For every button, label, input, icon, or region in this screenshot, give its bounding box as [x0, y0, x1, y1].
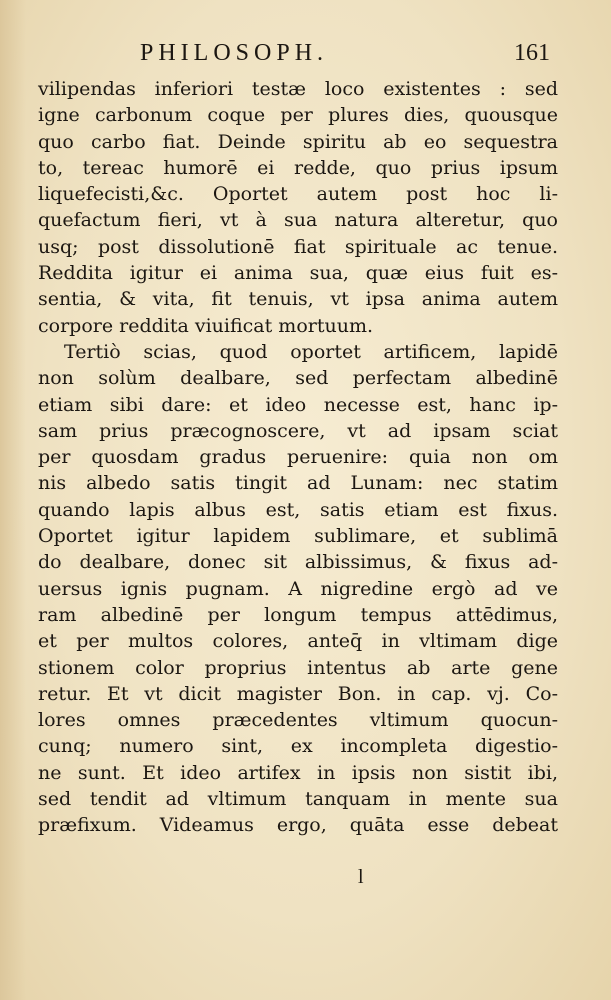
text-line: sed tendit ad vltimum tanquam in mente sua [38, 788, 558, 811]
text-line: et per multos colores, anteq̄ in vltimam dige [38, 630, 558, 653]
running-head: PHILOSOPH. [140, 40, 329, 66]
body-text [38, 76, 558, 839]
text-line: stionem color proprius intentus ab arte gene [38, 656, 558, 679]
text-line: quefactum fieri, vt à sua natura alteretur, quo [38, 209, 558, 232]
text-line: nis albedo satis tingit ad Lunam: nec statim [38, 472, 558, 495]
catchword: l [358, 866, 364, 888]
text-line: uersus ignis pugnam. A nigredine ergò ad ve [38, 577, 558, 600]
text-line: to, tereac humorē ei redde, quo prius ipsum [38, 156, 558, 179]
text-line: Oportet igitur lapidem sublimare, et sublimā [38, 525, 558, 548]
text-line: ne sunt. Et ideo artifex in ipsis non sistit ibi, [38, 761, 558, 784]
text-line: lores omnes præcedentes vltimum quocun- [38, 709, 558, 732]
text-line: liquefecisti,&c. Oportet autem post hoc li- [38, 183, 558, 206]
page-gutter-shadow [0, 0, 26, 1000]
text-line: Reddita igitur ei anima sua, quæ eius fuit es- [38, 262, 558, 285]
text-line: quando lapis albus est, satis etiam est fixus. [38, 498, 558, 521]
text-line: do dealbare, donec sit albissimus, & fixus ad- [38, 551, 558, 574]
text-line: cunq; numero sint, ex incompleta digestio- [38, 735, 558, 758]
page-header [140, 40, 550, 80]
text-line: quo carbo fiat. Deinde spiritu ab eo sequestra [38, 130, 558, 153]
text-line: præfixum. Videamus ergo, quāta esse debeat [38, 814, 558, 837]
text-line: retur. Et vt dicit magister Bon. in cap. vj. Co- [38, 682, 558, 705]
text-line: sentia, & vita, fit tenuis, vt ipsa anima autem [38, 288, 558, 311]
text-line: igne carbonum coque per plures dies, quousque [38, 104, 558, 127]
text-line: Tertiò scias, quod oportet artificem, lapidē [64, 340, 558, 363]
page-number: 161 [514, 40, 550, 66]
text-line: per quosdam gradus peruenire: quia non om [38, 446, 558, 469]
text-line: vilipendas inferiori testæ loco existentes : sed [38, 78, 558, 100]
text-line: etiam sibi dare: et ideo necesse est, hanc ip- [38, 393, 558, 416]
text-line: corpore reddita viuificat mortuum. [38, 314, 374, 337]
text-line: usq; post dissolutionē fiat spirituale ac tenue. [38, 235, 558, 258]
text-line: sam prius præcognoscere, vt ad ipsam sciat [38, 419, 558, 442]
text-line: non solùm dealbare, sed perfectam albedinē [38, 367, 558, 390]
text-line: ram albedinē per longum tempus attēdimus, [38, 603, 558, 626]
